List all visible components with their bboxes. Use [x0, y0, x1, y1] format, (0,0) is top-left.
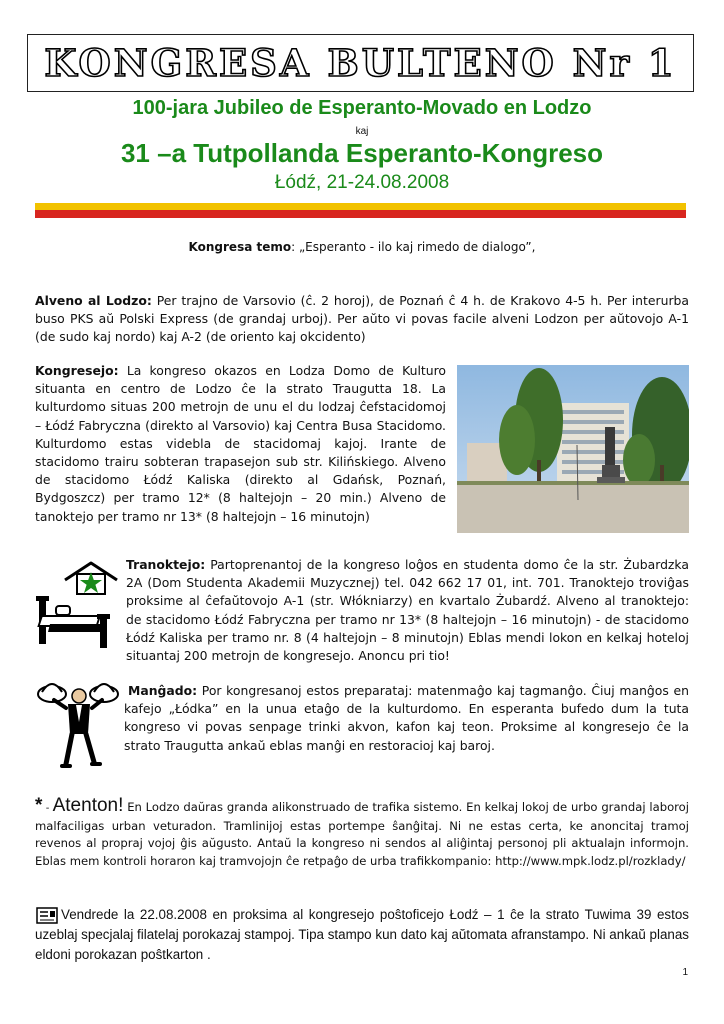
- bed-icon: [36, 594, 118, 650]
- bulletin-title-box: [27, 34, 694, 92]
- place-date: Łódź, 21-24.08.2008: [274, 172, 450, 193]
- lodging-text: Partoprenantoj de la kongreso loĝos en studenta domo ĉe la str. Żubardzka 2A (Dom Studenta Akademii Muzycznej) tel. 042 662 17 01, int. 701. Tranoktejo troviĝas proksime al ĉefaŭtovojo A-1 (str. Włókniarzy) en kvartalo Żubardź. Alveno al tranoktejo: de stacidomo Łódź Fabryczna per tramo nr 13* (8 haltejojn – 16 minutojn) - de stacidomo Łódź Kaliska per tramo nr. 8 (4 haltejojn – 8 minutojn) Eblas mendi lokon en kelkaj hoteloj situantaj 200 metrojn de kongresejo. Anoncu pri tio!: [126, 557, 689, 664]
- venue-label: Kongresejo:: [35, 363, 119, 378]
- friday-paragraph: [35, 905, 689, 965]
- attention-label: Atenton!: [52, 795, 124, 816]
- congress-heading: 31 –a Tutpollanda Esperanto-Kongreso: [120, 138, 604, 168]
- lodging-label: Tranoktejo:: [126, 557, 206, 572]
- arrival-label: Alveno al Lodzo:: [35, 293, 152, 308]
- yellow-band: [35, 203, 686, 210]
- friday-text: Vendrede la 22.08.2008 en proksima al kongresejo poŝtoficejo Łodź – 1 ĉe la strato Tuwima 39 estos uzeblaj specjalaj filatelaj porokazaj stampoj. Tipa stampo kun dato kaj aŭtomata afranstampo. Ni ankaŭ planas eldoni porokazan poŝtkarton .: [35, 907, 689, 962]
- venue-text: La kongreso okazos en Lodza Domo de Kulturo situanta en centro de Lodzo ĉe la strato Traugutta 18. La kulturdomo situas 200 metrojn de unu el du lodzaj ĉefstacidomoj – Łódź Fabryczna (direkto al Varsovio) kaj Centra Busa Stacidomo. Kulturdomo estas videbla de stacidomaj kajoj. Irante de stacidomo trairu sobteran trapasejon sub str. Kilińskiego. Alveno de stacidomo Łódź Kaliska (direkto al Gdańsk, Poznań, Bydgoszcz) per tramo 12* (8 haltejojn – 20 min.) Alveno de tanoktejo per tramo nr 13* (8 haltejojn – 16 minutojn): [35, 363, 446, 524]
- meals-label: Manĝado:: [128, 683, 198, 698]
- arrival-text: Per trajno de Varsovio (ĉ. 2 horoj), de Poznań ĉ 4 h. de Krakovo 4-5 h. Per interurba buso PKS aŭ Polski Express (de grandaj urboj). Per aŭto vi povas facile alveni Lodzon per aŭtovojo A-1 (de sudo kaj nordo) kaj A-2 (de oriento kaj okcidento): [35, 293, 689, 345]
- jubilee-heading: 100-jara Jubileo de Esperanto-Movado en Lodzo: [132, 97, 592, 119]
- bulletin-title: KONGRESA BULTENO Nr 1: [44, 41, 677, 85]
- lodging-paragraph: [126, 556, 689, 665]
- theme-text: : „Esperanto - ilo kaj rimedo de dialogo”,: [291, 240, 536, 254]
- attention-dash: -: [42, 803, 53, 814]
- meals-text: Por kongresanoj estos preparataj: matenmaĝo kaj tagmanĝo. Ĉiuj manĝos en kafejo „Łódka” en la unua etaĝo de la kulturdomo. En esperanta bufedo dum la tuta kongreso vi povas senpage trinki akvon, kafon kaj teon. Proksime al kongresejo ĉe la strato Traugutta ankaŭ eblas manĝi en restoracioj kaj baroj.: [124, 683, 689, 753]
- congress-theme: [0, 238, 724, 256]
- asterisk-mark: *: [35, 795, 43, 816]
- theme-label: Kongresa temo: [188, 240, 292, 254]
- attention-paragraph: [35, 797, 689, 870]
- meals-paragraph: [124, 682, 689, 755]
- attention-text: En Lodzo daŭras granda alikonstruado de trafika sistemo. En kelkaj lokoj de urbo grandaj laboroj malfaciligas urban veturadon. Tramlinijoj estas portempe ŝanĝitaj. Ni ne estas certa, ke anoncitaj tramoj revenos al propraj vojoj ĝis aŭgusto. Antaŭ la kongreso ni sendos al aliĝintaj personoj pli aktualajn informojn. Eblas mem kontroli horaron kaj tramvojojn ĉe retpaĝo de urba trafikkompanio: http://www.mpk.lodz.pl/rozklady/: [35, 800, 689, 868]
- culture-house-photo: [457, 365, 689, 533]
- waiter-icon: [36, 672, 120, 772]
- arrival-paragraph: [35, 292, 689, 347]
- red-band: [35, 210, 686, 218]
- esperanto-star-icon: [62, 560, 120, 596]
- kaj-connector: kaj: [355, 126, 369, 137]
- venue-paragraph: [35, 362, 446, 526]
- page-number: 1: [682, 967, 688, 978]
